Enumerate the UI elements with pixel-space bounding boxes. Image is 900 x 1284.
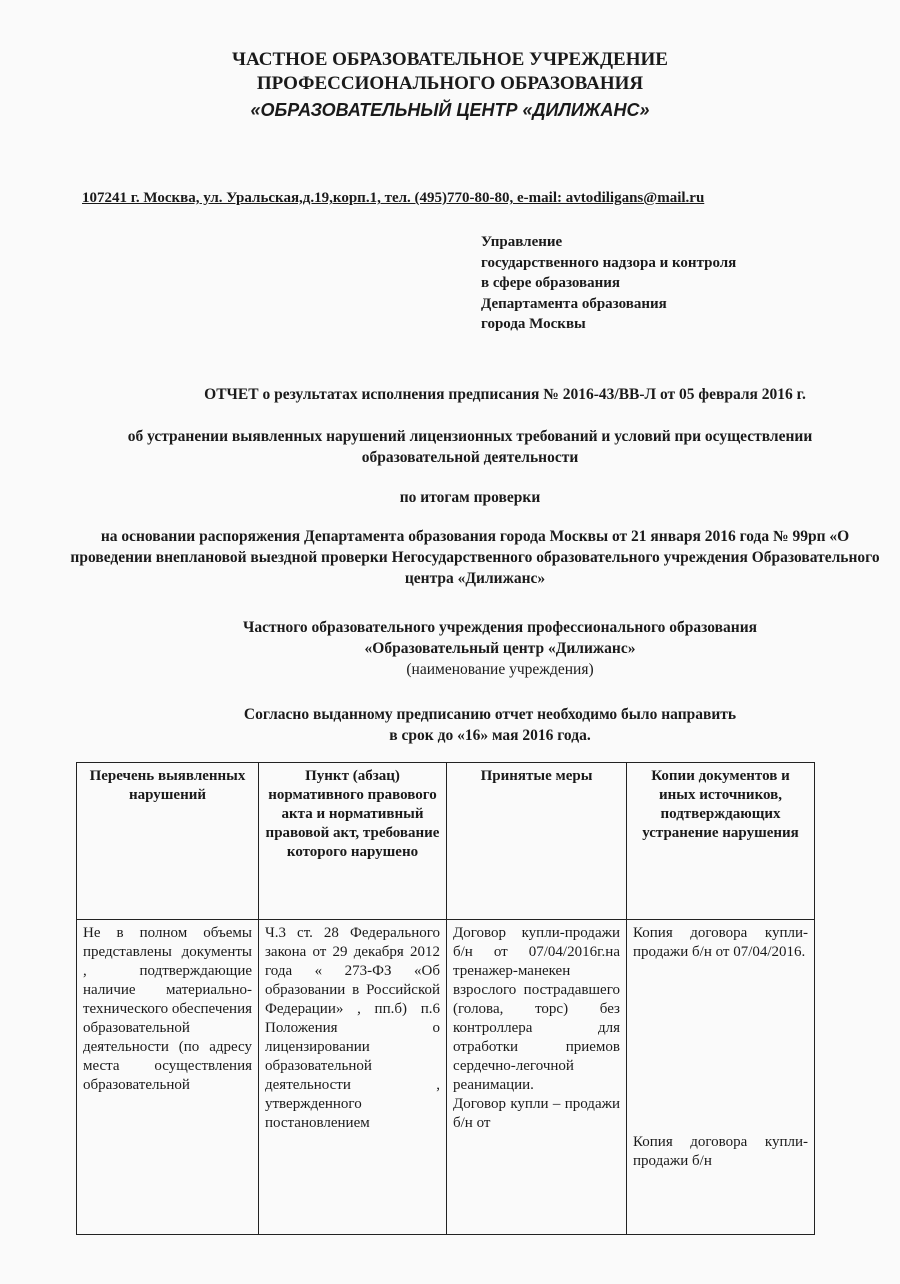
recipient-line: в сфере образования <box>481 275 621 291</box>
org-header-line-3: «ОБРАЗОВАТЕЛЬНЫЙ ЦЕНТР «ДИЛИЖАНС» <box>250 100 650 120</box>
report-subtitle: об устранении выявленных нарушений лицензионных требований и условий при осуществлении образовательной деятельности <box>127 428 813 466</box>
recipient-line: Департамента образования <box>481 295 667 312</box>
measure-item: Договор купли – продажи б/н от <box>453 1096 620 1131</box>
copies-cell <box>627 920 815 1235</box>
report-basis: на основании распоряжения Департамента образования города Москвы от 21 января 2016 года № 99рп «О проведении внеплановой выездной проверки Негосударственного образовательного учреждения Образовательного центра «Дилижанс» <box>70 528 880 587</box>
norm-cell: Ч.3 ст. 28 Федерального закона от 29 декабря 2012 года « 273-ФЗ «Об образовании в Российской Федерации» , пп.б) п.6 Положения о лицензировании образовательной деятельности , утвержденного постановлением <box>259 920 447 1235</box>
org-name-line-2: «Образовательный центр «Дилижанс» <box>364 640 636 657</box>
recipient-line: государственного надзора и контроля <box>481 254 737 271</box>
copy-item: Копия договора купли-продажи б/н от 07/04/2016. <box>633 925 808 960</box>
column-header-violations: Перечень выявленных нарушений <box>77 763 259 920</box>
column-header-norm: Пункт (абзац) нормативного правового акта и нормативный правовой акт, требование которого нарушено <box>259 763 447 920</box>
copy-item: Копия договора купли-продажи б/н <box>633 1134 808 1169</box>
report-check-line: по итогам проверки <box>399 489 541 506</box>
table-row <box>77 920 815 1235</box>
recipient-line: города Москвы <box>481 316 586 332</box>
measure-item: Договор купли-продажи б/н от 07/04/2016г.на тренажер-манекен взрослого пострадавшего (голова, торс) без контроллера для отработки приемов сердечно-легочной реанимации. <box>453 925 620 1093</box>
org-header-line-1: ЧАСТНОЕ ОБРАЗОВАТЕЛЬНОЕ УЧРЕЖДЕНИЕ <box>232 49 668 70</box>
deadline-block <box>90 704 890 746</box>
report-title: ОТЧЕТ о результатах исполнения предписания № 2016-43/ВВ-Л от 05 февраля 2016 г. <box>204 386 806 403</box>
violations-table <box>76 762 815 1235</box>
deadline-line-1: Согласно выданному предписанию отчет необходимо было направить <box>243 706 737 723</box>
org-address: 107241 г. Москва, ул. Уральская,д.19,корп.1, тел. (495)770-80-80, e-mail: avtodiligans@mail.ru <box>82 190 705 206</box>
recipient-block <box>481 232 736 335</box>
org-name-line-1: Частного образовательного учреждения профессионального образования <box>242 619 758 636</box>
org-header-line-2: ПРОФЕССИОНАЛЬНОГО ОБРАЗОВАНИЯ <box>256 73 644 94</box>
deadline-line-2: в срок до «16» мая 2016 года. <box>389 727 591 744</box>
measures-cell <box>447 920 627 1235</box>
column-header-copies: Копии документов и иных источников, подтверждающих устранение нарушения <box>627 763 815 920</box>
recipient-line: Управление <box>481 234 563 250</box>
organization-name-block <box>110 617 890 680</box>
column-header-measures: Принятые меры <box>447 763 627 920</box>
org-name-caption: (наименование учреждения) <box>406 661 594 678</box>
violation-cell: Не в полном объемы представлены документы , подтверждающие наличие материально-технического обеспечения образовательной деятельности (по адресу места осуществления образовательной <box>77 920 259 1235</box>
table-header-row <box>77 763 815 920</box>
